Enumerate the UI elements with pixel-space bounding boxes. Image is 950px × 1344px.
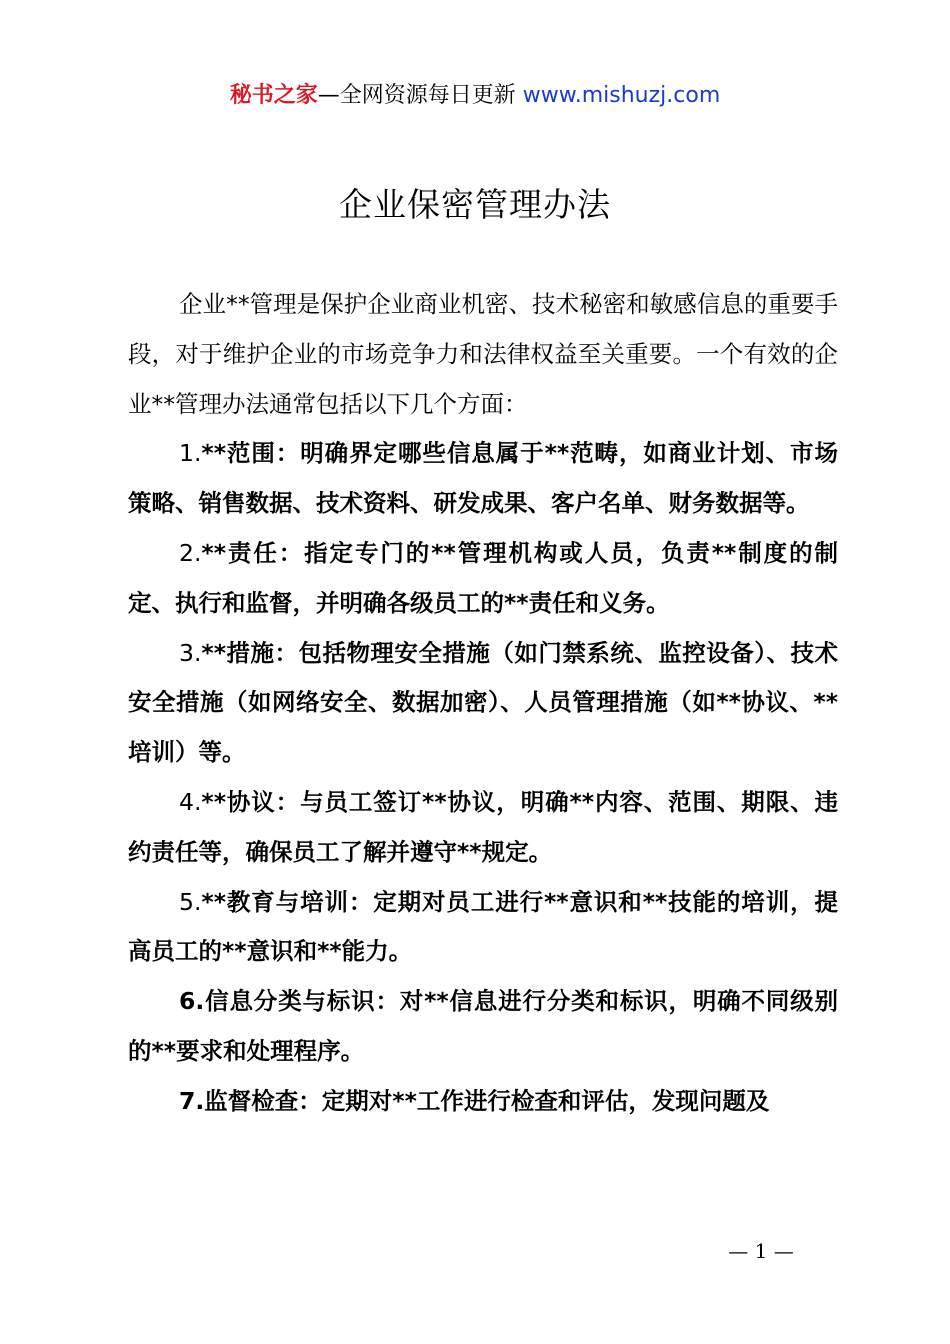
brand-name: 秘书之家 [229, 83, 318, 108]
list-item [128, 778, 838, 878]
site-url[interactable]: www.mishuzj.com [522, 83, 721, 108]
list-item-number: 4. [179, 787, 202, 816]
list-item-text: **措施：包括物理安全措施（如门禁系统、监控设备）、技术安全措施（如网络安全、数据加密）、人员管理措施（如**协议、**培训）等。 [128, 638, 838, 767]
list-item-number: 1. [179, 439, 202, 468]
list-item-text: **责任：指定专门的**管理机构或人员，负责**制度的制定、执行和监督，并明确各级员工的**责任和义务。 [128, 538, 838, 617]
list-item-text: **教育与培训：定期对员工进行**意识和**技能的培训，提高员工的**意识和**能力。 [128, 887, 838, 966]
document-title: 企业保密管理办法 [339, 185, 611, 224]
list-item-text: **范围：明确界定哪些信息属于**范畴，如商业计划、市场策略、销售数据、技术资料、研发成果、客户名单、财务数据等。 [128, 439, 838, 518]
list-item [128, 977, 838, 1077]
list-item [128, 429, 838, 529]
list-item [128, 878, 838, 978]
list-item-text: **协议：与员工签订**协议，明确**内容、范围、期限、违约责任等，确保员工了解并遵守**规定。 [128, 787, 838, 866]
list-item [128, 1077, 838, 1127]
site-header [0, 80, 950, 112]
list-item-number: 5. [179, 887, 202, 916]
list-item-number: 2. [179, 538, 202, 567]
list-item [128, 629, 838, 778]
list-item-text: 信息分类与标识：对**信息进行分类和标识，明确不同级别的**要求和处理程序。 [128, 987, 838, 1065]
list-item-number: 3. [179, 638, 202, 667]
list-item-number: 6. [179, 987, 205, 1016]
list-item-text: 监督检查：定期对**工作进行检查和评估，发现问题及 [204, 1086, 770, 1115]
page-number: — 1 — [728, 1239, 794, 1263]
header-tagline: —全网资源每日更新 [317, 83, 516, 108]
document-body [128, 280, 838, 1127]
list-item-number: 7. [179, 1086, 205, 1115]
list-item [128, 529, 838, 629]
intro-paragraph: 企业**管理是保护企业商业机密、技术秘密和敏感信息的重要手段，对于维护企业的市场竞争力和法律权益至关重要。一个有效的企业**管理办法通常包括以下几个方面： [128, 290, 838, 418]
